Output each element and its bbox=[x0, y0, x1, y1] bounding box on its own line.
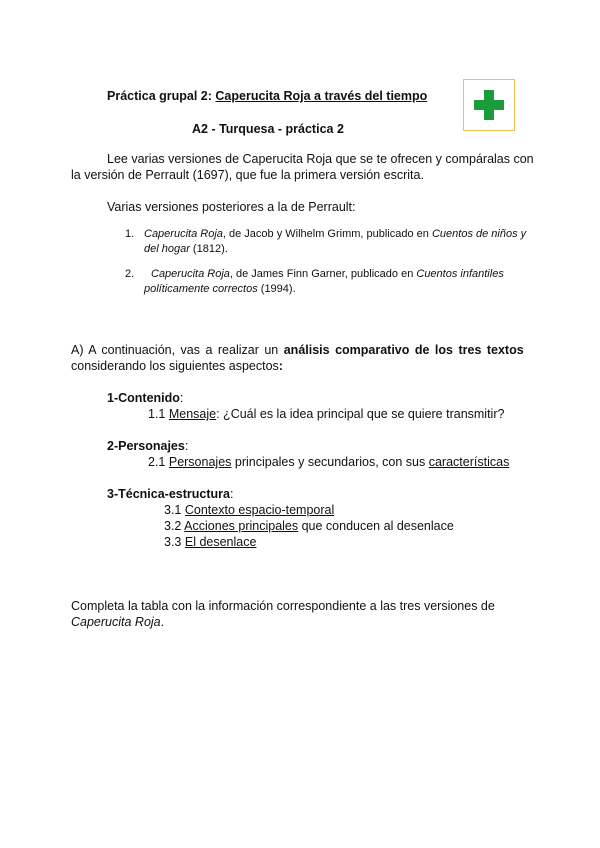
list-item-number: 1. bbox=[125, 228, 135, 240]
version-title: Caperucita Roja bbox=[151, 268, 230, 280]
version-book: Cuentos infantiles bbox=[416, 268, 504, 280]
closing-title: Caperucita Roja bbox=[71, 615, 161, 629]
version-title: Caperucita Roja bbox=[144, 228, 223, 240]
item-number: 2.1 bbox=[148, 455, 169, 469]
closing-line-2 bbox=[71, 614, 164, 630]
section-personajes-heading bbox=[107, 438, 188, 454]
title-prefix: Práctica grupal 2: bbox=[107, 89, 212, 103]
item-underlined: Personajes bbox=[168, 455, 232, 469]
section-contenido-item bbox=[148, 406, 504, 422]
closing-period: . bbox=[160, 615, 165, 629]
task-line-1 bbox=[71, 342, 524, 358]
section-colon: : bbox=[184, 439, 189, 453]
section-colon: : bbox=[179, 391, 184, 405]
intro-line-1: Lee varias versiones de Caperucita Roja que se te ofrecen y compáralas con bbox=[107, 152, 534, 166]
section-title: 3-Técnica-estructura bbox=[107, 487, 230, 501]
section-tecnica-heading bbox=[107, 486, 233, 502]
closing-line-1: Completa la tabla con la información correspondiente a las tres versiones de bbox=[71, 599, 495, 613]
title-main: Caperucita Roja a través del tiempo bbox=[215, 89, 428, 103]
logo-box bbox=[463, 79, 515, 131]
list-item-number: 2. bbox=[125, 268, 135, 280]
page-title bbox=[107, 88, 427, 104]
item-underlined: Mensaje bbox=[168, 407, 217, 421]
section-colon: : bbox=[229, 487, 234, 501]
version-author: , de James Finn Garner, publicado en bbox=[229, 268, 417, 280]
item-underlined: características bbox=[428, 455, 510, 469]
item-number: 3.2 bbox=[164, 519, 185, 533]
item-text: : ¿Cuál es la idea principal que se quiere transmitir? bbox=[216, 407, 505, 421]
section-tecnica-item bbox=[164, 502, 334, 518]
green-cross-icon bbox=[472, 88, 506, 122]
task-emphasis: análisis comparativo de los tres textos bbox=[283, 343, 524, 357]
item-number: 3.3 bbox=[164, 535, 185, 549]
section-personajes-item bbox=[148, 454, 509, 470]
section-tecnica-item bbox=[164, 534, 256, 550]
item-text: principales y secundarios, con sus bbox=[231, 455, 429, 469]
task-text: considerando los siguientes aspectos bbox=[71, 359, 279, 373]
versions-intro: Varias versiones posteriores a la de Perrault: bbox=[107, 200, 356, 214]
item-underlined: Acciones principales bbox=[184, 519, 299, 533]
section-contenido-heading bbox=[107, 390, 183, 406]
subtitle: A2 - Turquesa - práctica 2 bbox=[192, 122, 344, 136]
item-underlined: Contexto espacio-temporal bbox=[184, 503, 335, 517]
version-book-cont: del hogar bbox=[144, 243, 190, 255]
version-book: Cuentos de niños y bbox=[431, 228, 527, 240]
item-text: que conducen al desenlace bbox=[298, 519, 454, 533]
section-title: 2-Personajes bbox=[107, 439, 185, 453]
version-book-cont: políticamente correctos bbox=[144, 283, 258, 295]
list-item bbox=[144, 267, 531, 297]
intro-line-2: la versión de Perrault (1697), que fue la primera versión escrita. bbox=[71, 168, 424, 182]
item-number: 3.1 bbox=[164, 503, 185, 517]
task-line-2 bbox=[71, 358, 283, 374]
list-item bbox=[144, 227, 529, 257]
task-text: A) A continuación, vas a realizar un bbox=[71, 343, 284, 357]
item-underlined: El desenlace bbox=[184, 535, 257, 549]
version-year: (1812). bbox=[189, 243, 228, 255]
task-colon: : bbox=[278, 359, 283, 373]
section-title: 1-Contenido bbox=[107, 391, 180, 405]
version-author: , de Jacob y Wilhelm Grimm, publicado en bbox=[222, 228, 432, 240]
item-number: 1.1 bbox=[148, 407, 169, 421]
version-year: (1994). bbox=[257, 283, 296, 295]
section-tecnica-item bbox=[164, 518, 454, 534]
